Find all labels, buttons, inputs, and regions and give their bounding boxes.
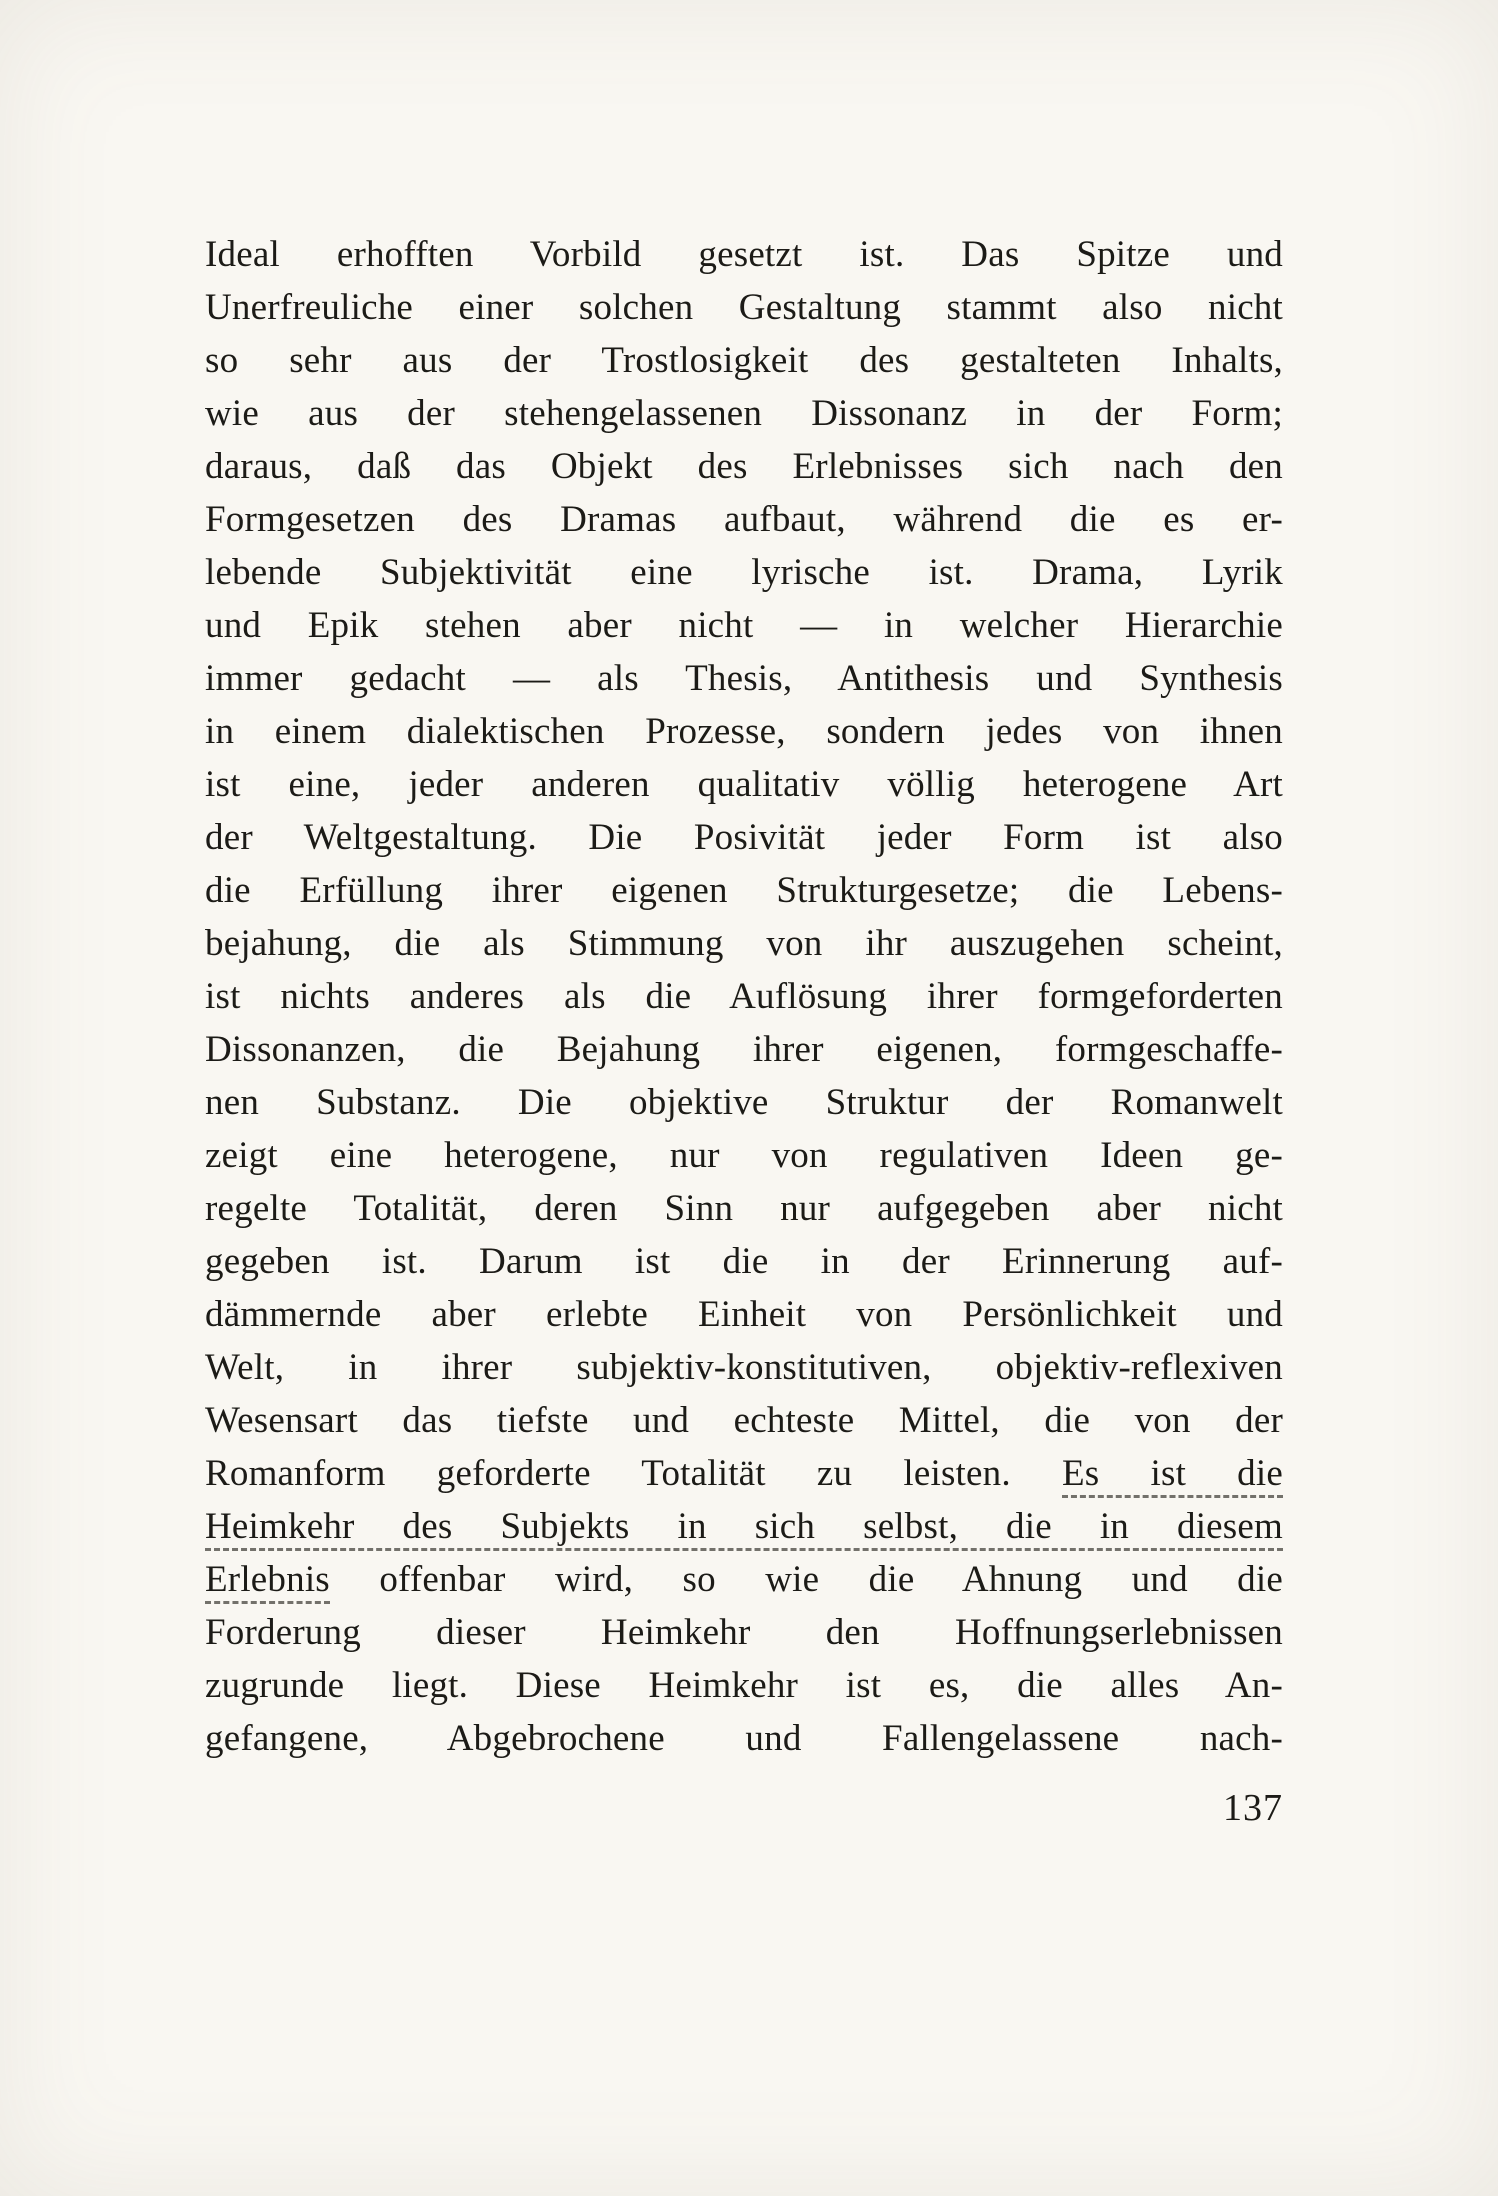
text-segment: dämmernde aber erlebte Einheit von Persönlichkeit und [205, 1294, 1283, 1335]
text-segment: Ideal erhofften Vorbild gesetzt ist. Das Spitze und [205, 234, 1283, 275]
text-segment: gegeben ist. Darum ist die in der Erinnerung auf- [205, 1241, 1283, 1282]
text-line [205, 1553, 1283, 1606]
text-line [205, 1712, 1283, 1765]
text-line [205, 811, 1283, 864]
page-number: 137 [1223, 1787, 1283, 1829]
text-segment: ist nichts anderes als die Auflösung ihrer formgeforderten [205, 976, 1283, 1017]
text-block [205, 228, 1283, 1765]
text-segment: lebende Subjektivität eine lyrische ist. Drama, Lyrik [205, 552, 1283, 593]
text-segment: Welt, in ihrer subjektiv-konstitutiven, objektiv-reflexiven [205, 1347, 1283, 1388]
text-line [205, 1341, 1283, 1394]
text-segment: Wesensart das tiefste und echteste Mittel, die von der [205, 1400, 1283, 1441]
text-line [205, 652, 1283, 705]
text-line [205, 440, 1283, 493]
text-segment: immer gedacht — als Thesis, Antithesis und Synthesis [205, 658, 1283, 699]
text-segment: ist eine, jeder anderen qualitativ völlig heterogene Art [205, 764, 1283, 805]
text-line [205, 493, 1283, 546]
text-segment: Romanform geforderte Totalität zu leisten. [205, 1453, 1062, 1494]
text-line [205, 334, 1283, 387]
text-line [205, 1129, 1283, 1182]
text-line [205, 1182, 1283, 1235]
text-line [205, 917, 1283, 970]
text-segment: zeigt eine heterogene, nur von regulativen Ideen ge- [205, 1135, 1283, 1176]
text-segment: gefangene, Abgebrochene und Fallengelassene nach- [205, 1718, 1283, 1759]
text-line [205, 228, 1283, 281]
text-line [205, 758, 1283, 811]
text-line [205, 1659, 1283, 1712]
text-line [205, 1023, 1283, 1076]
text-segment: wie aus der stehengelassenen Dissonanz in der Form; [205, 393, 1283, 434]
text-segment: zugrunde liegt. Diese Heimkehr ist es, die alles An- [205, 1665, 1283, 1706]
text-line [205, 546, 1283, 599]
text-line [205, 1076, 1283, 1129]
pencil-underlined-text: Erlebnis [205, 1559, 330, 1604]
text-line [205, 387, 1283, 440]
text-line [205, 1288, 1283, 1341]
text-segment: regelte Totalität, deren Sinn nur aufgegeben aber nicht [205, 1188, 1283, 1229]
text-segment: Forderung dieser Heimkehr den Hoffnungserlebnissen [205, 1612, 1283, 1653]
text-line [205, 1394, 1283, 1447]
text-line [205, 970, 1283, 1023]
text-segment: und Epik stehen aber nicht — in welcher Hierarchie [205, 605, 1283, 646]
text-line [205, 705, 1283, 758]
text-segment: bejahung, die als Stimmung von ihr auszugehen scheint, [205, 923, 1283, 964]
text-segment: in einem dialektischen Prozesse, sondern jedes von ihnen [205, 711, 1283, 752]
text-segment: der Weltgestaltung. Die Posivität jeder Form ist also [205, 817, 1283, 858]
text-segment: daraus, daß das Objekt des Erlebnisses sich nach den [205, 446, 1283, 487]
text-segment: offenbar wird, so wie die Ahnung und die [329, 1559, 1283, 1600]
text-line [205, 864, 1283, 917]
text-line [205, 599, 1283, 652]
text-segment: Unerfreuliche einer solchen Gestaltung stammt also nicht [205, 287, 1283, 328]
text-segment: Formgesetzen des Dramas aufbaut, während die es er- [205, 499, 1283, 540]
pencil-underlined-text: Es ist die [1062, 1453, 1283, 1498]
text-line [205, 281, 1283, 334]
text-line [205, 1447, 1283, 1500]
text-segment: die Erfüllung ihrer eigenen Strukturgesetze; die Lebens- [205, 870, 1283, 911]
pencil-underlined-text: Heimkehr des Subjekts in sich selbst, die in diesem [205, 1506, 1283, 1551]
text-segment: nen Substanz. Die objektive Struktur der Romanwelt [205, 1082, 1283, 1123]
text-segment: so sehr aus der Trostlosigkeit des gestalteten Inhalts, [205, 340, 1283, 381]
text-line [205, 1500, 1283, 1553]
text-line [205, 1606, 1283, 1659]
text-segment: Dissonanzen, die Bejahung ihrer eigenen, formgeschaffe- [205, 1029, 1283, 1070]
text-line [205, 1235, 1283, 1288]
